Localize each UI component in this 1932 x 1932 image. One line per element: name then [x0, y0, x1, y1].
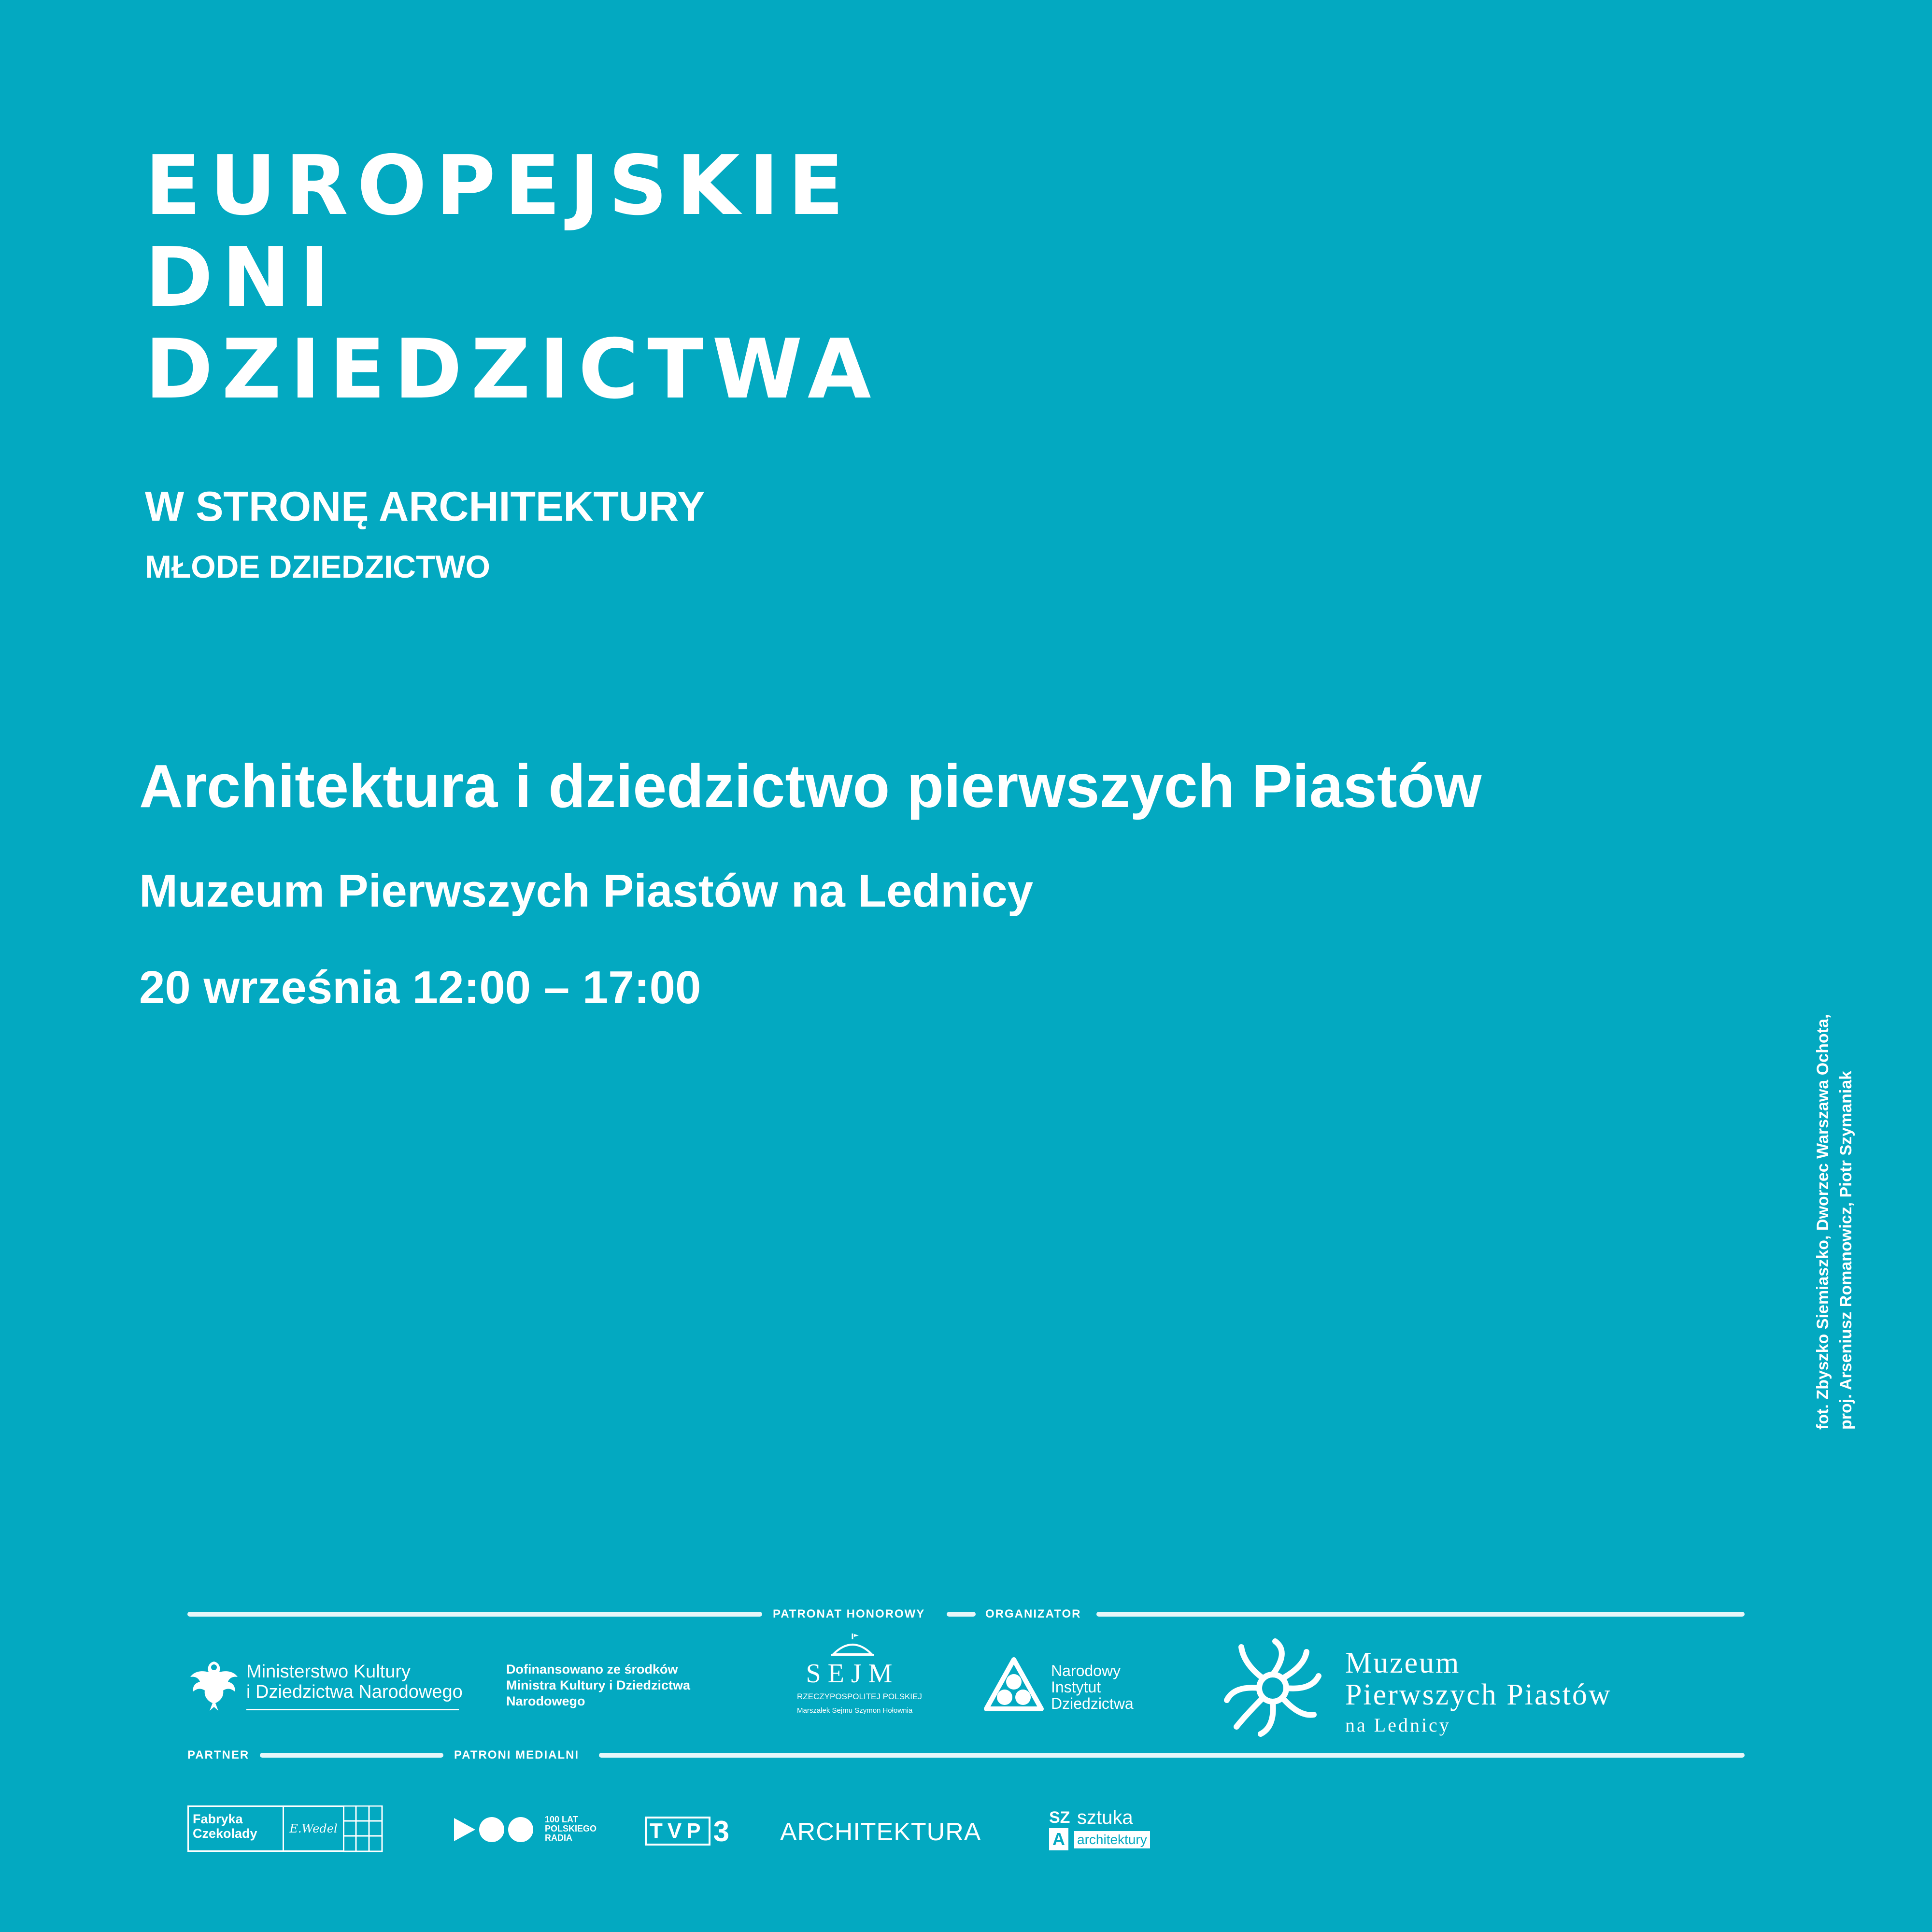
- event-datetime: 20 września 12:00 – 17:00: [139, 962, 701, 1013]
- nid-line-3: Dziedzictwa: [1051, 1695, 1134, 1712]
- sztuka-mark-top: SZ: [1049, 1808, 1070, 1827]
- radio-line-1: 100 LAT: [545, 1815, 578, 1824]
- sztuka-architektury-logo: [1049, 1809, 1184, 1857]
- festival-logo-line-3: DZIEDZICTWA: [145, 322, 880, 417]
- funding-line-1: Dofinansowano ze środków: [506, 1662, 678, 1676]
- polskie-radio-logo: [454, 1815, 551, 1844]
- nid-line-1: Narodowy: [1051, 1662, 1121, 1679]
- fabryka-czekolady-logo: [187, 1805, 385, 1854]
- footer-rule-right: [1096, 1612, 1745, 1617]
- nid-name: [1051, 1662, 1134, 1712]
- museum-spiral-icon: [1222, 1637, 1323, 1739]
- footer-rule-2-right: [599, 1753, 1745, 1758]
- festival-logo-line-2: DNI: [145, 230, 339, 326]
- museum-line-3: na Lednicy: [1345, 1714, 1451, 1736]
- sztuka-mark-bottom: A: [1049, 1828, 1068, 1850]
- polish-eagle-icon: [187, 1657, 241, 1715]
- sejm-logo: [797, 1633, 922, 1729]
- sejm-line-2: Marszałek Sejmu Szymon Hołownia: [797, 1706, 913, 1715]
- photo-credit-line-2: proj. Arseniusz Romanowicz, Piotr Szymaniak: [1837, 1070, 1855, 1430]
- photo-credit-line-1: fot. Zbyszko Siemiaszko, Dworzec Warszawa Ochota,: [1814, 1014, 1832, 1430]
- grid-icon: [343, 1805, 384, 1854]
- tvp3-logo: [645, 1816, 729, 1846]
- museum-line-2: Pierwszych Piastów: [1345, 1678, 1612, 1711]
- tvp-number: 3: [713, 1815, 729, 1847]
- radio-line-3: RADIA: [545, 1833, 572, 1843]
- label-organizer: ORGANIZATOR: [985, 1607, 1081, 1620]
- label-honorary-patronage: PATRONAT HONOROWY: [773, 1607, 925, 1620]
- footer-rule-left: [187, 1612, 762, 1617]
- ministry-line-1: Ministerstwo Kultury: [246, 1662, 411, 1682]
- wedel-signature: E.Wedel: [283, 1805, 344, 1852]
- event-venue: Muzeum Pierwszych Piastów na Lednicy: [139, 865, 1034, 917]
- funding-line-3: Narodowego: [506, 1694, 585, 1708]
- nid-trefoil-icon: [983, 1657, 1044, 1718]
- architektura-logo: ARCHITEKTURA: [780, 1818, 981, 1846]
- event-title: Architektura i dziedzictwo pierwszych Piastów: [139, 752, 1482, 820]
- fabryka-line-2: Czekolady: [193, 1826, 257, 1841]
- nid-line-2: Instytut: [1051, 1678, 1101, 1696]
- sejm-line-1: RZECZYPOSPOLITEJ POLSKIEJ: [797, 1692, 922, 1701]
- sejm-name: SEJM: [806, 1659, 899, 1689]
- funding-line-2: Ministra Kultury i Dziedzictwa: [506, 1678, 691, 1692]
- radio-line-2: POLSKIEGO: [545, 1824, 597, 1833]
- ministry-line-2: i Dziedzictwa Narodowego: [246, 1682, 463, 1702]
- sejm-building-icon: [826, 1633, 879, 1657]
- funding-note: [506, 1662, 690, 1709]
- radio-shapes-icon: [454, 1815, 536, 1844]
- footer-rule-mid: [947, 1612, 976, 1617]
- label-media-patrons: PATRONI MEDIALNI: [454, 1748, 580, 1762]
- ministry-underline: [246, 1709, 459, 1710]
- photo-credit: [1811, 1014, 1858, 1430]
- sztuka-word: sztuka: [1077, 1807, 1133, 1828]
- sztuka-sub: architektury: [1074, 1831, 1150, 1848]
- radio-caption: [545, 1815, 597, 1843]
- museum-name: [1345, 1647, 1612, 1736]
- theme-heading: W STRONĘ ARCHITEKTURY: [145, 483, 705, 530]
- subtheme-heading: MŁODE DZIEDZICTWO: [145, 549, 490, 584]
- museum-line-1: Muzeum: [1345, 1647, 1461, 1679]
- fabryka-line-1: Fabryka: [193, 1812, 243, 1826]
- tvp-letters: TVP: [645, 1817, 710, 1846]
- festival-logo-line-1: EUROPEJSKIE: [145, 138, 853, 234]
- ministry-name: [246, 1662, 463, 1702]
- label-partner: PARTNER: [187, 1748, 250, 1762]
- footer-rule-2-left: [260, 1753, 443, 1758]
